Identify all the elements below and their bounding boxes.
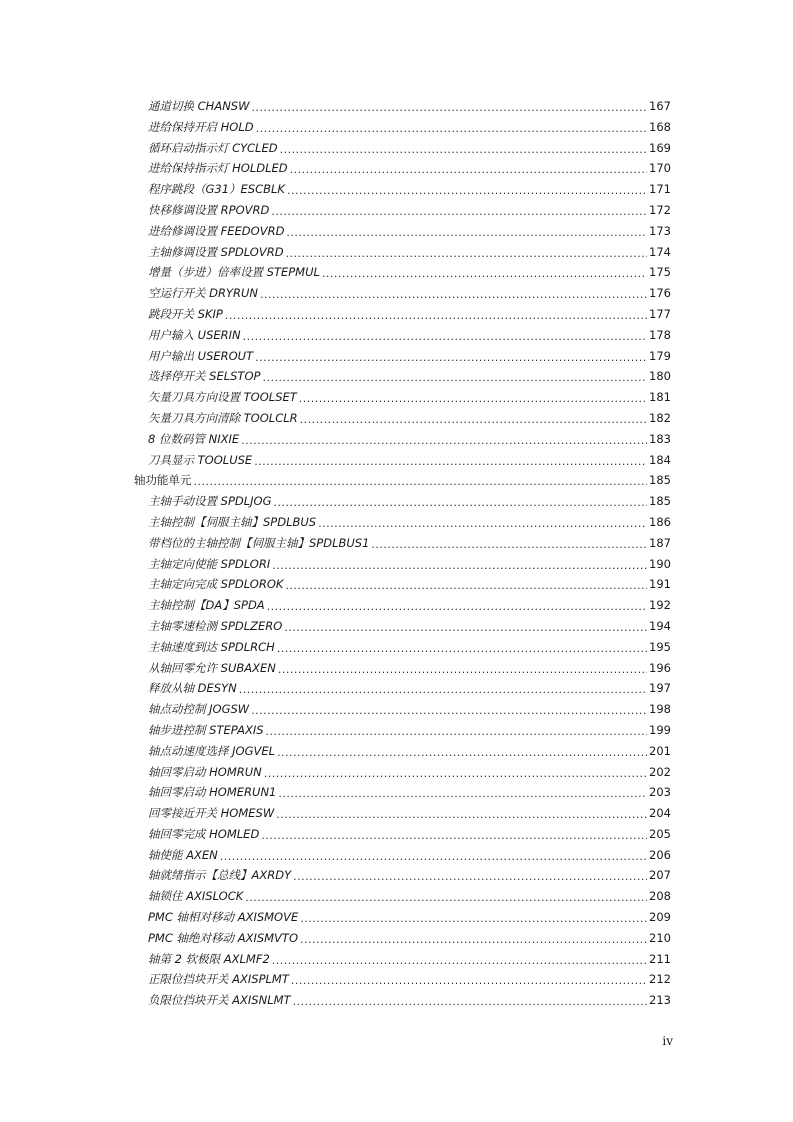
toc-entry-page: 174 — [649, 244, 671, 259]
toc-entry[interactable] — [0, 741, 793, 762]
dot-leader — [280, 140, 647, 161]
toc-entry[interactable] — [0, 158, 793, 179]
toc-entry-title: 释放从轴 DESYN — [148, 681, 237, 696]
dot-leader — [277, 639, 647, 660]
toc-entry-page: 212 — [649, 972, 671, 987]
toc-entry-title: PMC 轴绝对移动 AXISMVTO — [148, 930, 298, 945]
toc-entry-title: 轴回零完成 HOMLED — [148, 826, 260, 841]
dot-leader — [299, 389, 647, 410]
toc-entry-page: 177 — [649, 306, 671, 321]
toc-entry-page: 167 — [649, 99, 671, 113]
toc-entry[interactable] — [0, 470, 793, 491]
dot-leader — [241, 431, 647, 452]
toc-entry-title: 循环启动指示灯 CYCLED — [148, 140, 278, 155]
toc-entry-title: 正限位挡块开关 AXISPLMT — [148, 972, 289, 987]
toc-entry-page: 169 — [649, 140, 671, 155]
toc-entry-title: 刀具显示 TOOLUSE — [148, 452, 253, 467]
dot-leader — [256, 119, 647, 140]
toc-entry[interactable] — [0, 886, 793, 907]
toc-entry[interactable] — [0, 595, 793, 616]
toc-entry-page: 197 — [649, 681, 671, 696]
toc-entry-page: 211 — [649, 951, 671, 966]
dot-leader — [371, 535, 647, 556]
toc-entry-title: 进给修调设置 FEEDOVRD — [148, 223, 285, 238]
toc-entry-title: 主轴修调设置 SPDLOVRD — [148, 244, 284, 259]
toc-entry[interactable] — [0, 907, 793, 928]
toc-entry-title: 增量（步进）倍率设置 STEPMUL — [148, 265, 320, 280]
toc-entry-page: 194 — [649, 618, 671, 633]
dot-leader — [276, 805, 647, 826]
toc-entry-title: 从轴回零允许 SUBAXEN — [148, 660, 276, 675]
toc-entry-page: 196 — [649, 660, 671, 675]
toc-entry-title: 主轴控制【DA】SPDA — [148, 598, 265, 613]
toc-entry-page: 203 — [649, 785, 671, 800]
toc-entry[interactable] — [0, 845, 793, 866]
toc-entry[interactable] — [0, 283, 793, 304]
dot-leader — [267, 597, 647, 618]
toc-entry[interactable] — [0, 637, 793, 658]
toc-entry-page: 201 — [649, 743, 671, 758]
toc-entry-page: 184 — [649, 452, 671, 467]
toc-entry-page: 187 — [649, 535, 671, 550]
toc-entry-title: 回零接近开关 HOMESW — [148, 806, 275, 821]
dot-leader — [239, 680, 647, 701]
dot-leader — [322, 264, 647, 285]
toc-entry-page: 182 — [649, 410, 671, 425]
toc-entry[interactable] — [0, 782, 793, 803]
toc-entry-title: 矢量刀具方向设置 TOOLSET — [148, 390, 297, 405]
dot-leader — [284, 618, 647, 639]
toc-entry[interactable] — [0, 824, 793, 845]
toc-entry[interactable] — [0, 429, 793, 450]
toc-entry[interactable] — [0, 200, 793, 221]
dot-leader — [278, 660, 647, 681]
toc-entry-title: 矢量刀具方向清除 TOOLCLR — [148, 410, 298, 425]
toc-entry-page: 181 — [649, 390, 671, 405]
toc-entry-page: 179 — [649, 348, 671, 363]
toc-entry[interactable] — [0, 762, 793, 783]
toc-entry-page: 183 — [649, 431, 671, 446]
dot-leader — [300, 410, 647, 431]
toc-entry-title: 轴步进控制 STEPAXIS — [148, 722, 264, 737]
table-of-contents — [0, 96, 793, 1011]
toc-entry-title: 轴回零启动 HOMRUN — [148, 764, 262, 779]
toc-entry[interactable] — [0, 117, 793, 138]
dot-leader — [286, 223, 647, 244]
dot-leader — [260, 285, 647, 306]
toc-entry[interactable] — [0, 262, 793, 283]
dot-leader — [251, 701, 647, 722]
toc-entry-page: 206 — [649, 847, 671, 862]
toc-entry[interactable] — [0, 949, 793, 970]
page-number: iv — [662, 1034, 673, 1048]
toc-entry[interactable] — [0, 678, 793, 699]
toc-entry-page: 192 — [649, 598, 671, 613]
toc-entry[interactable] — [0, 990, 793, 1011]
dot-leader — [266, 722, 648, 743]
toc-entry-page: 176 — [649, 286, 671, 301]
toc-entry-page: 205 — [649, 826, 671, 841]
toc-entry-page: 191 — [649, 577, 671, 592]
toc-entry[interactable] — [0, 512, 793, 533]
toc-entry[interactable] — [0, 366, 793, 387]
toc-entry[interactable] — [0, 242, 793, 263]
dot-leader — [318, 514, 647, 535]
dot-leader — [271, 202, 647, 223]
toc-entry[interactable] — [0, 699, 793, 720]
dot-leader — [194, 472, 648, 493]
toc-entry-title: 主轴速度到达 SPDLRCH — [148, 639, 275, 654]
toc-entry-title: 用户输出 USEROUT — [148, 348, 254, 363]
toc-entry-title: 主轴零速检测 SPDLZERO — [148, 618, 283, 633]
dot-leader — [272, 951, 647, 972]
toc-entry-page: 185 — [649, 494, 671, 509]
toc-entry[interactable] — [0, 96, 793, 117]
dot-leader — [262, 368, 647, 389]
dot-leader — [255, 348, 647, 369]
toc-entry[interactable] — [0, 803, 793, 824]
toc-entry-title: 轴点动控制 JOGSW — [148, 702, 250, 717]
dot-leader — [290, 160, 647, 181]
dot-leader — [293, 992, 647, 1013]
dot-leader — [220, 847, 647, 868]
toc-entry-page: 168 — [649, 119, 671, 134]
toc-entry[interactable] — [0, 720, 793, 741]
dot-leader — [286, 244, 647, 265]
dot-leader — [264, 764, 647, 785]
dot-leader — [243, 327, 647, 348]
dot-leader — [285, 576, 647, 597]
toc-entry[interactable] — [0, 616, 793, 637]
dot-leader — [272, 556, 647, 577]
toc-entry[interactable] — [0, 346, 793, 367]
toc-entry-page: 190 — [649, 556, 671, 571]
toc-entry-page: 175 — [649, 265, 671, 280]
toc-entry-title: 主轴手动设置 SPDLJOG — [148, 494, 272, 509]
toc-entry-page: 209 — [649, 910, 671, 925]
toc-entry-title: 选择停开关 SELSTOP — [148, 369, 261, 384]
toc-entry-page: 198 — [649, 702, 671, 717]
toc-entry[interactable] — [0, 533, 793, 554]
dot-leader — [277, 743, 647, 764]
toc-entry-title: 带档位的主轴控制【伺服主轴】SPDLBUS1 — [148, 535, 370, 550]
toc-entry[interactable] — [0, 138, 793, 159]
toc-entry-page: 202 — [649, 764, 671, 779]
toc-entry-title: 轴使能 AXEN — [148, 847, 218, 862]
toc-entry-page: 178 — [649, 327, 671, 342]
toc-entry-title: 轴回零启动 HOMERUN1 — [148, 785, 277, 800]
dot-leader — [274, 493, 648, 514]
toc-entry[interactable] — [0, 574, 793, 595]
toc-entry-page: 180 — [649, 369, 671, 384]
toc-entry-title: 主轴定向使能 SPDLORI — [148, 556, 271, 571]
toc-entry-title: 程序跳段（G31）ESCBLK — [148, 182, 285, 197]
toc-entry[interactable] — [0, 221, 793, 242]
toc-entry-page: 172 — [649, 202, 671, 217]
toc-entry-page: 213 — [649, 993, 671, 1008]
toc-entry[interactable] — [0, 408, 793, 429]
dot-leader — [225, 306, 647, 327]
toc-entry-title: 主轴定向完成 SPDLOROK — [148, 577, 284, 592]
dot-leader — [261, 826, 647, 847]
toc-entry-page: 171 — [649, 182, 671, 197]
toc-entry-title: 轴就绪指示【总线】AXRDY — [148, 868, 292, 883]
toc-entry-title: 轴功能单元 — [134, 473, 192, 488]
toc-entry-title: 空运行开关 DRYRUN — [148, 286, 259, 301]
toc-entry[interactable] — [0, 325, 793, 346]
dot-leader — [251, 98, 647, 119]
toc-entry[interactable] — [0, 969, 793, 990]
dot-leader — [300, 909, 647, 930]
toc-entry[interactable] — [0, 491, 793, 512]
toc-entry-title: 进给保持开启 HOLD — [148, 119, 254, 134]
toc-entry[interactable] — [0, 179, 793, 200]
toc-entry-title: 用户输入 USERIN — [148, 327, 241, 342]
toc-entry[interactable] — [0, 928, 793, 949]
toc-entry-title: 轴第 2 软极限 AXLMF2 — [148, 951, 270, 966]
dot-leader — [254, 452, 647, 473]
toc-entry-title: 负限位挡块开关 AXISNLMT — [148, 993, 291, 1008]
toc-entry-page: 208 — [649, 889, 671, 904]
toc-entry-title: 快移修调设置 RPOVRD — [148, 202, 270, 217]
dot-leader — [300, 930, 647, 951]
toc-entry[interactable] — [0, 554, 793, 575]
toc-entry[interactable] — [0, 387, 793, 408]
toc-entry[interactable] — [0, 304, 793, 325]
toc-entry-title: 通道切换 CHANSW — [148, 99, 250, 113]
toc-entry[interactable] — [0, 658, 793, 679]
toc-entry-title: 轴锁住 AXISLOCK — [148, 889, 244, 904]
toc-entry-title: PMC 轴相对移动 AXISMOVE — [148, 910, 299, 925]
dot-leader — [245, 888, 647, 909]
toc-entry-page: 170 — [649, 161, 671, 176]
dot-leader — [287, 181, 647, 202]
toc-entry-page: 186 — [649, 514, 671, 529]
toc-entry-title: 跳段开关 SKIP — [148, 306, 223, 321]
toc-entry-title: 轴点动速度选择 JOGVEL — [148, 743, 276, 758]
toc-entry-title: 进给保持指示灯 HOLDLED — [148, 161, 288, 176]
toc-entry-page: 207 — [649, 868, 671, 883]
toc-entry-page: 173 — [649, 223, 671, 238]
toc-entry-page: 210 — [649, 930, 671, 945]
toc-entry-page: 185 — [649, 473, 671, 488]
toc-entry-page: 195 — [649, 639, 671, 654]
toc-entry-page: 199 — [649, 722, 671, 737]
dot-leader — [278, 784, 647, 805]
toc-entry[interactable] — [0, 865, 793, 886]
toc-entry-title: 主轴控制【伺服主轴】SPDLBUS — [148, 514, 317, 529]
dot-leader — [293, 867, 647, 888]
dot-leader — [291, 971, 647, 992]
toc-entry-title: 8 位数码管 NIXIE — [148, 431, 240, 446]
toc-entry[interactable] — [0, 450, 793, 471]
toc-entry-page: 204 — [649, 806, 671, 821]
